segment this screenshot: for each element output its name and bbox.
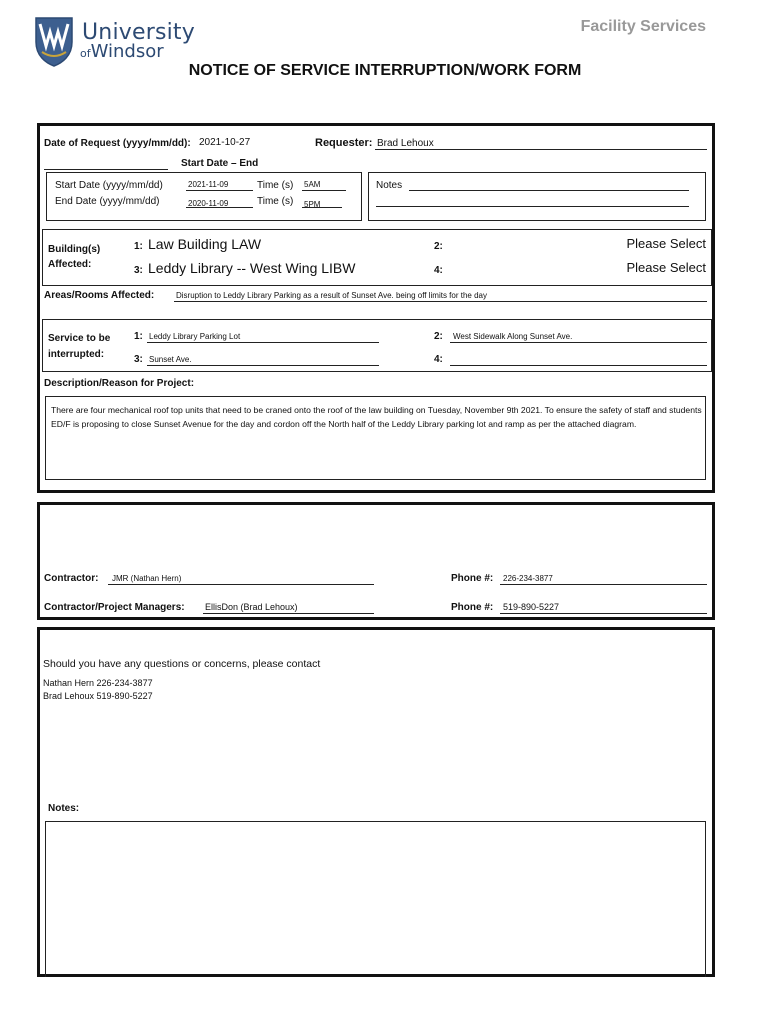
notes-label: Notes bbox=[376, 180, 403, 191]
bottom-notes-label: Notes: bbox=[48, 803, 80, 814]
department-name: Facility Services bbox=[580, 18, 706, 35]
building-1-select[interactable]: Law Building LAW bbox=[148, 236, 262, 252]
service-3-num: 3: bbox=[134, 354, 143, 365]
notes-line-2[interactable] bbox=[376, 196, 689, 207]
service-2-value: West Sidewalk Along Sunset Ave. bbox=[453, 332, 573, 341]
contact-intro: Should you have any questions or concerns, please contact bbox=[43, 658, 321, 670]
building-4-select[interactable]: Please Select bbox=[626, 260, 706, 275]
buildings-label: Building(s) Affected: bbox=[48, 244, 101, 270]
areas-value: Disruption to Leddy Library Parking as a result of Sunset Ave. being off limits for the day bbox=[176, 291, 487, 300]
start-date-label: Start Date (yyyy/mm/dd) bbox=[55, 180, 163, 191]
date-of-request-value[interactable]: 2021-10-27 bbox=[199, 137, 251, 148]
project-managers-value: EllisDon (Brad Lehoux) bbox=[205, 602, 298, 612]
buildings-box bbox=[42, 229, 712, 286]
start-time-label: Time (s) bbox=[257, 180, 294, 191]
building-4-num: 4: bbox=[434, 265, 443, 276]
service-1-value: Leddy Library Parking Lot bbox=[149, 332, 241, 341]
requester-label: Requester: bbox=[315, 137, 373, 149]
service-2-num: 2: bbox=[434, 331, 443, 342]
end-date-value: 2020-11-09 bbox=[188, 199, 229, 208]
contact-line-2: Brad Lehoux 519-890-5227 bbox=[43, 691, 153, 701]
end-date-label: End Date (yyyy/mm/dd) bbox=[55, 196, 160, 207]
service-4-field[interactable] bbox=[450, 354, 707, 366]
contact-line-1: Nathan Hern 226-234-3877 bbox=[43, 678, 153, 688]
bottom-notes-box[interactable] bbox=[45, 821, 706, 977]
project-managers-label: Contractor/Project Managers: bbox=[44, 602, 185, 613]
notes-line-1[interactable] bbox=[409, 180, 689, 191]
manager-phone-value: 519-890-5227 bbox=[503, 602, 560, 612]
building-2-select[interactable]: Please Select bbox=[626, 236, 706, 251]
service-3-value: Sunset Ave. bbox=[149, 355, 192, 364]
contractor-value: JMR (Nathan Hern) bbox=[112, 574, 182, 583]
contractor-label: Contractor: bbox=[44, 573, 99, 584]
start-end-heading: Start Date – End bbox=[181, 158, 259, 169]
contractor-phone-value: 226-234-3877 bbox=[503, 574, 553, 583]
manager-phone-label: Phone #: bbox=[451, 602, 494, 613]
form-title: NOTICE OF SERVICE INTERRUPTION/WORK FORM bbox=[188, 62, 582, 79]
university-logo bbox=[34, 16, 74, 68]
service-1-num: 1: bbox=[134, 331, 143, 342]
start-end-blank-line bbox=[44, 158, 168, 170]
description-label: Description/Reason for Project: bbox=[44, 378, 195, 389]
building-2-num: 2: bbox=[434, 241, 443, 252]
start-time-value: 5AM bbox=[304, 180, 321, 189]
services-label: Service to be interrupted: bbox=[48, 333, 111, 360]
building-3-select[interactable]: Leddy Library -- West Wing LIBW bbox=[148, 260, 356, 276]
date-of-request-label: Date of Request (yyyy/mm/dd): bbox=[44, 138, 191, 149]
shield-logo-icon bbox=[34, 16, 74, 68]
logo-text-windsor: ofWindsor bbox=[80, 41, 164, 62]
building-3-num: 3: bbox=[134, 265, 143, 276]
service-4-num: 4: bbox=[434, 354, 443, 365]
contractor-phone-label: Phone #: bbox=[451, 573, 494, 584]
start-date-value: 2021-11-09 bbox=[188, 180, 229, 189]
building-1-num: 1: bbox=[134, 241, 143, 252]
requester-value: Brad Lehoux bbox=[377, 138, 434, 149]
end-time-label: Time (s) bbox=[257, 196, 294, 207]
logo-text-university: University bbox=[82, 20, 195, 45]
areas-label: Areas/Rooms Affected: bbox=[44, 290, 155, 301]
description-text: There are four mechanical roof top units that need to be craned onto the roof of the law building on Tuesday, November 9th 2021. To ensure the safety of staff and students ED/F is proposing to close Sunset Avenue for the day and cordon off the North half of the Leddy Library parking lot and ramp as per the attached diagram. bbox=[51, 405, 702, 429]
end-time-value: 5PM bbox=[304, 200, 321, 209]
